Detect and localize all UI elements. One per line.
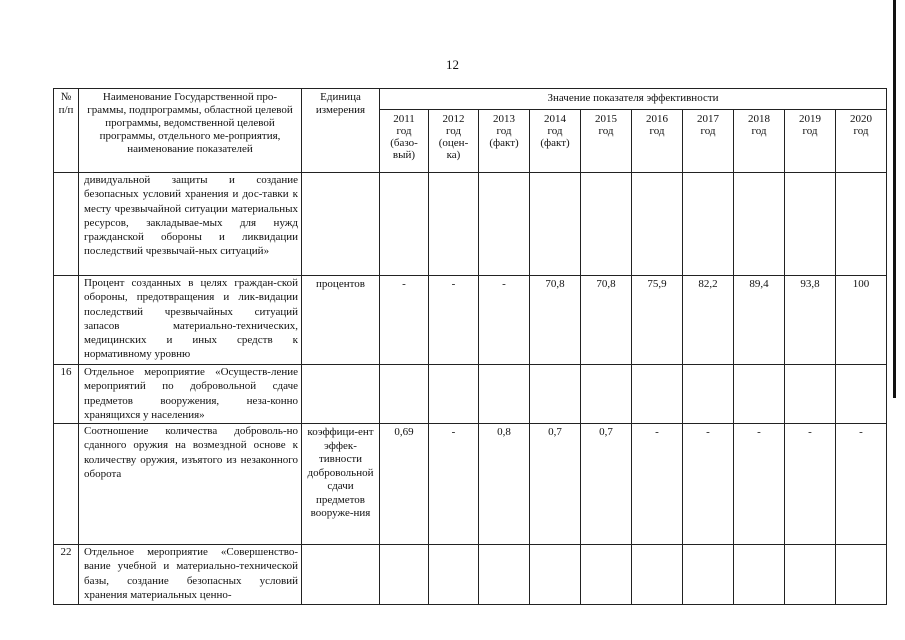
page-edge-bar: [893, 0, 896, 398]
unit-cell: [302, 173, 380, 276]
value-cell: -: [836, 424, 887, 545]
header-year-2017: 2017 год: [683, 110, 734, 173]
row-number: [54, 173, 79, 276]
value-cell: -: [429, 276, 479, 365]
value-cell: 0,7: [581, 424, 632, 545]
value-cell: [581, 365, 632, 424]
value-cell: [836, 173, 887, 276]
value-cell: 82,2: [683, 276, 734, 365]
value-cell: -: [479, 276, 530, 365]
header-year-2020: 2020 год: [836, 110, 887, 173]
value-cell: [836, 545, 887, 605]
value-cell: 89,4: [734, 276, 785, 365]
header-year-2018: 2018 год: [734, 110, 785, 173]
value-cell: [581, 173, 632, 276]
header-year-2013: 2013 год (факт): [479, 110, 530, 173]
unit-cell: коэффици-ент эффек-тивности добровольной сдачи предметов вооруже-ния: [302, 424, 380, 545]
unit-cell: [302, 365, 380, 424]
value-cell: 93,8: [785, 276, 836, 365]
indicator-name: Соотношение количества доброволь-но сданного оружия на возмездной основе к количеству оружия, изъятого из незаконного оборота: [79, 424, 302, 545]
table-row: [54, 424, 887, 545]
value-cell: 75,9: [632, 276, 683, 365]
value-cell: [785, 545, 836, 605]
value-cell: [380, 173, 429, 276]
value-cell: [429, 173, 479, 276]
header-values: Значение показателя эффективности: [380, 89, 887, 110]
value-cell: [429, 365, 479, 424]
value-cell: [836, 365, 887, 424]
header-unit: Единица измерения: [302, 89, 380, 173]
value-cell: 0,69: [380, 424, 429, 545]
table-row: [54, 173, 887, 276]
value-cell: [683, 173, 734, 276]
value-cell: [683, 365, 734, 424]
header-year-2014: 2014 год (факт): [530, 110, 581, 173]
value-cell: -: [380, 276, 429, 365]
value-cell: -: [429, 424, 479, 545]
value-cell: [479, 545, 530, 605]
table-row: [54, 276, 887, 365]
value-cell: [785, 365, 836, 424]
value-cell: [581, 545, 632, 605]
value-cell: -: [734, 424, 785, 545]
value-cell: [632, 545, 683, 605]
indicator-name: Отдельное мероприятие «Осуществ-ление мероприятий по добровольной сдаче предметов вооружения, неза-конно хранящихся у населения»: [79, 365, 302, 424]
page-number: 12: [446, 57, 459, 72]
efficiency-indicators-table: [53, 88, 887, 605]
row-number: 22: [54, 545, 79, 605]
row-number: 16: [54, 365, 79, 424]
row-number: [54, 424, 79, 545]
unit-cell: [302, 545, 380, 605]
unit-cell: процентов: [302, 276, 380, 365]
value-cell: [734, 173, 785, 276]
value-cell: 0,8: [479, 424, 530, 545]
indicator-name: дивидуальной защиты и создание безопасных условий хранения и дос-тавки к месту чрезвычайной ситуации материальных ресурсов, закладывае-мых для нужд гражданской обороны и ликвидации последствий чрезвычай-ных ситуаций»: [79, 173, 302, 276]
value-cell: [632, 365, 683, 424]
value-cell: [479, 365, 530, 424]
table-row: [54, 365, 887, 424]
value-cell: [632, 173, 683, 276]
header-num: № п/п: [54, 89, 79, 173]
value-cell: [530, 365, 581, 424]
value-cell: [380, 365, 429, 424]
value-cell: [734, 545, 785, 605]
value-cell: [380, 545, 429, 605]
value-cell: [530, 545, 581, 605]
header-year-2011: 2011 год (базо- вый): [380, 110, 429, 173]
header-year-2015: 2015 год: [581, 110, 632, 173]
value-cell: -: [632, 424, 683, 545]
value-cell: 70,8: [530, 276, 581, 365]
value-cell: [683, 545, 734, 605]
header-name: Наименование Государственной про-граммы, подпрограммы, областной целевой программы, ведомственной целевой программы, отдельного ме-роприятия, наименование показателей: [79, 89, 302, 173]
value-cell: [785, 173, 836, 276]
indicator-name: Отдельное мероприятие «Совершенство-вание учебной и материально-технической базы, создание безопасных условий хранения материальных ценно-: [79, 545, 302, 605]
value-cell: [734, 365, 785, 424]
header-year-2016: 2016 год: [632, 110, 683, 173]
value-cell: -: [785, 424, 836, 545]
value-cell: [479, 173, 530, 276]
value-cell: 100: [836, 276, 887, 365]
header-year-2019: 2019 год: [785, 110, 836, 173]
value-cell: [530, 173, 581, 276]
row-number: [54, 276, 79, 365]
value-cell: -: [683, 424, 734, 545]
value-cell: 70,8: [581, 276, 632, 365]
value-cell: 0,7: [530, 424, 581, 545]
table-row: [54, 545, 887, 605]
header-year-2012: 2012 год (оцен- ка): [429, 110, 479, 173]
indicator-name: Процент созданных в целях граждан-ской обороны, предотвращения и лик-видации последствий чрезвычайных ситуаций запасов материально-технических, медицинских и иных средств к нормативному уровню: [79, 276, 302, 365]
value-cell: [429, 545, 479, 605]
